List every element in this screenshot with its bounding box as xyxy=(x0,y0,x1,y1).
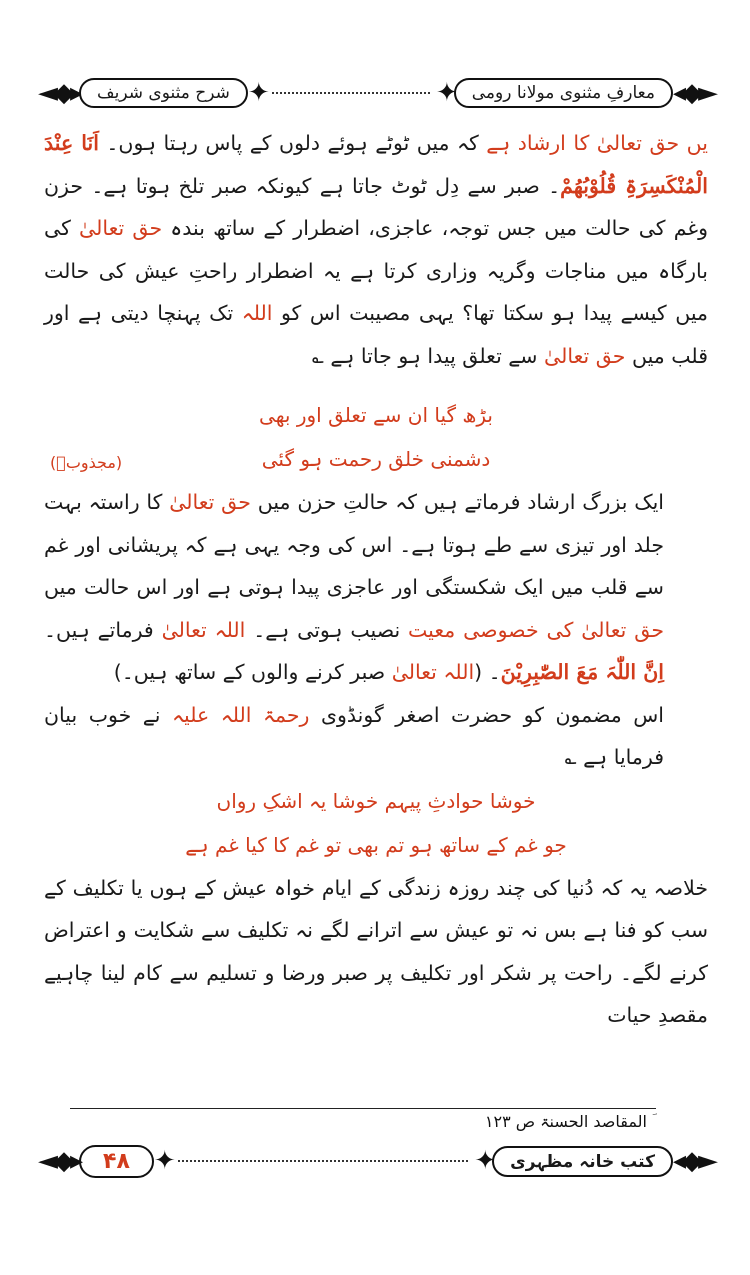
poem-line: جو غم کے ساتھ ہو تم بھی تو غم کا کیا غم ہے xyxy=(185,832,567,857)
paragraph-2 xyxy=(44,481,708,694)
publisher-logo: کتب خانہ مظہری xyxy=(492,1146,673,1177)
poem-line: دشمنی خلق رحمت ہو گئی xyxy=(261,447,491,471)
text-span: ایک بزرگ ارشاد فرماتے ہیں کہ حالتِ حزن میں xyxy=(250,490,665,514)
text-span: نصیب ہوتی ہے۔ xyxy=(245,617,409,642)
text-span: ۔ ( xyxy=(474,660,501,684)
text-span: کی بارگاہ میں مناجات وگریہ وزاری کرتا ہے یہ اضطرار راحتِ عیش کی حالت میں کیسے پیدا ہو سکتا تھا؟ یہی مصیبت اس کو xyxy=(44,216,708,325)
poem-line: بڑھ گیا ان سے تعلق اور بھی xyxy=(259,403,493,427)
section-title: شرح مثنوی شریف xyxy=(79,78,248,108)
text-span: فرماتے ہیں۔ xyxy=(44,617,162,642)
footnote-rule xyxy=(70,1108,656,1109)
paragraph-4: خلاصہ یہ کہ دُنیا کی چند روزہ زندگی کے ایام خواہ عیش کے ہوں یا تکلیف کے سب کو فنا ہے بس نہ تو عیش سے اترانے لگے نہ تکلیف سے شکایت و اعتراض کرنے لگے۔ راحت پر شکر اور تکلیف پر صبر ورضا و تسلیم سے کام لینا چاہیے مقصدِ حیات xyxy=(44,875,708,1027)
ornament-mid2-icon: ✦ xyxy=(435,78,454,108)
arabic-quote: اَنَا عِنْدَ الْمُنْکَسِرَۃِ قُلُوْبُھُمْ xyxy=(44,131,708,198)
text-span: نے خوب بیان فرمایا ہے ؎ xyxy=(44,702,664,769)
text-span: ۔ صبر سے دِل ٹوٹ جاتا ہے کیونکہ صبر تلخ ہوتا ہے۔ حزن وغم کی حالت میں جس توجہ، عاجزی، اضطرار کے ساتھ بندہ xyxy=(44,173,708,240)
text-span: تک پہنچا دیتی ہے اور قلب میں xyxy=(44,301,708,368)
highlight: حق تعالیٰ xyxy=(169,490,251,514)
highlight: حق تعالیٰ xyxy=(79,216,163,240)
ornament-left-icon: ◄◆▸ xyxy=(38,78,80,108)
arabic-quote: اِنَّ اللّٰہَ مَعَ الصّٰبِرِیْنَ xyxy=(500,660,664,684)
ornament-mid2-icon: ✦ xyxy=(474,1146,493,1176)
page-header xyxy=(38,70,714,116)
footnote: ؔ المقاصد الحسنۃ ص ۱۲۳ xyxy=(484,1112,652,1131)
highlight: حق تعالیٰ کا ارشاد ہے xyxy=(486,131,680,155)
text-span: صبر کرنے والوں کے ساتھ ہیں۔) xyxy=(113,660,392,684)
text-span: کہ میں ٹوٹے ہوئے دلوں کے پاس رہتا ہوں۔ xyxy=(98,131,487,155)
page-footer xyxy=(38,1138,714,1184)
book-title: معارفِ مثنوی مولانا رومی xyxy=(454,78,673,108)
ornament-mid-icon: ✦ xyxy=(247,78,266,108)
text-span: اس مضمون کو حضرت اصغر گونڈوی xyxy=(309,702,664,727)
ornament-mid-icon: ✦ xyxy=(153,1146,172,1176)
poet-name: (مجذوبؒ) xyxy=(50,453,123,472)
paragraph-1 xyxy=(44,122,708,377)
text-span: یں xyxy=(679,131,708,155)
page-number: ۴۸ xyxy=(79,1145,154,1178)
ornament-left-icon: ◄◆▸ xyxy=(38,1146,80,1176)
poem-1 xyxy=(44,393,708,481)
poem-line: خوشا حوادثِ پیہم خوشا یہ اشکِ رواں xyxy=(216,788,536,813)
ornament-right-icon: ◂◆► xyxy=(672,78,714,108)
header-rule xyxy=(272,92,430,94)
highlight: حق تعالیٰ xyxy=(544,343,626,368)
highlight: اللہ xyxy=(241,301,273,325)
highlight: رحمۃ اللہ علیہ xyxy=(172,702,310,727)
footer-rule xyxy=(178,1160,469,1162)
paragraph-3 xyxy=(44,694,708,779)
ornament-right-icon: ◂◆► xyxy=(672,1146,714,1176)
highlight: حق تعالیٰ کی خصوصی معیت xyxy=(408,617,664,642)
text-span: کا راستہ بہت جلد اور تیزی سے طے ہوتا ہے۔ اس کی وجہ یہی ہے کہ پریشانی اور غم سے قلب میں ایک شکستگی اور عاجزی پیدا ہوتی ہے اور اس حالت میں xyxy=(44,490,664,599)
poem-2 xyxy=(44,779,708,867)
highlight: اللہ تعالیٰ xyxy=(391,660,475,684)
highlight: اللہ تعالیٰ xyxy=(161,617,246,642)
body-text xyxy=(44,122,708,1037)
text-span: سے تعلق پیدا ہو جاتا ہے ؎ xyxy=(311,343,544,368)
